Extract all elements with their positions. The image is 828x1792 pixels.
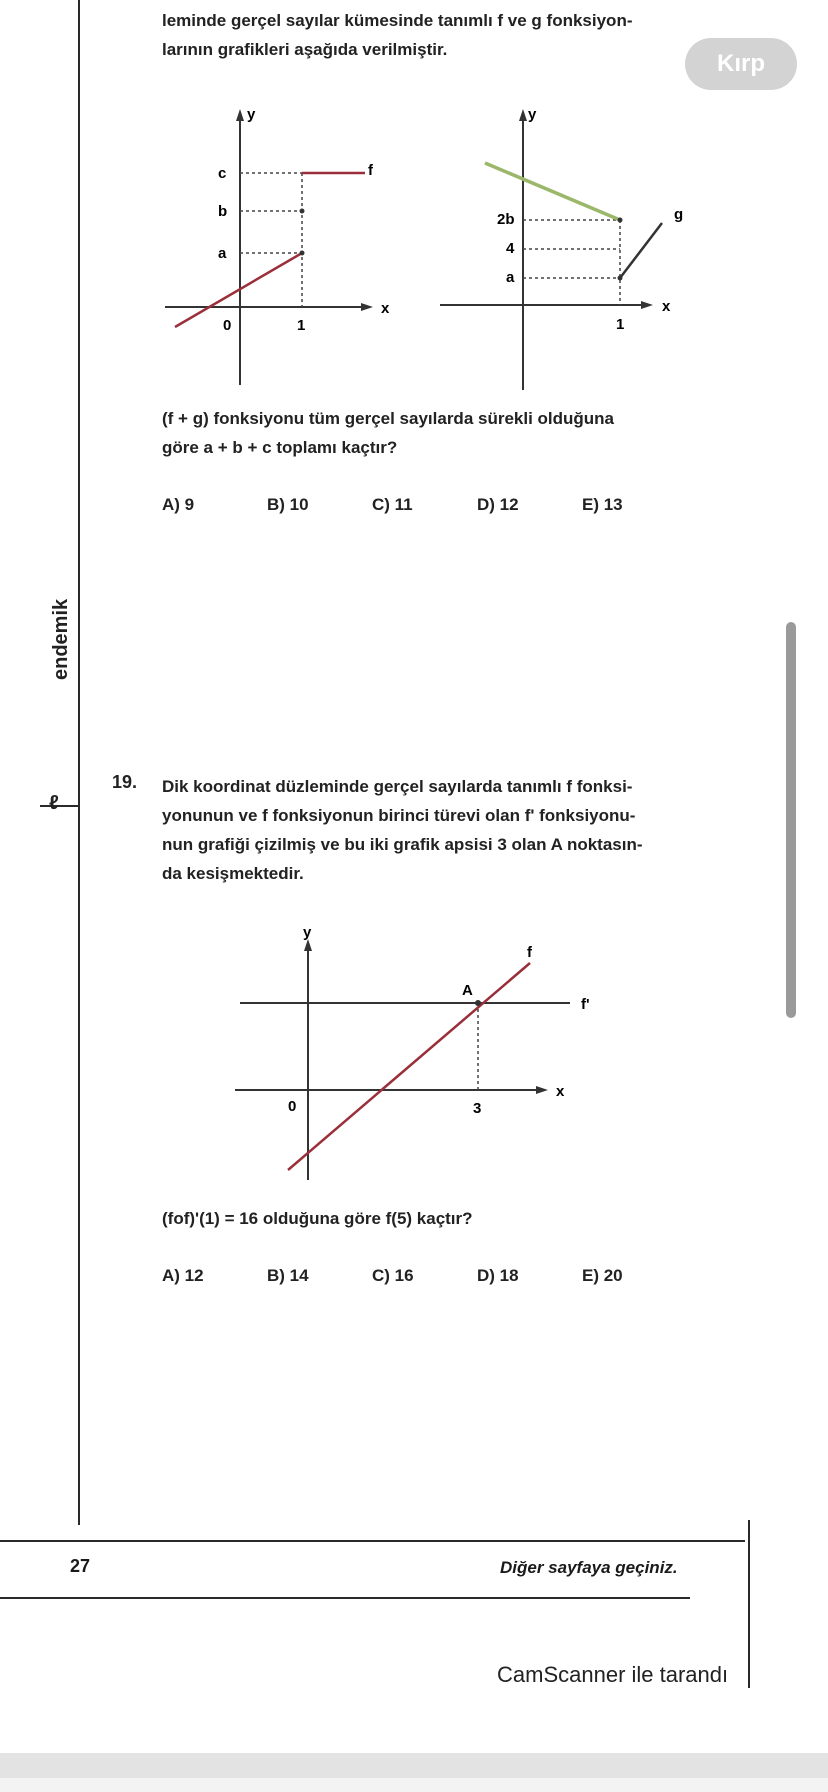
- q18-option-b[interactable]: B) 10: [267, 495, 309, 514]
- graph-f-line-segment: [175, 253, 302, 327]
- q18-intro-line1: leminde gerçel sayılar kümesinde tanımlı f ve g fonksiyon-: [162, 11, 633, 30]
- brand-label: endemik: [50, 598, 72, 680]
- graph-f-point-b: [300, 209, 305, 214]
- graph-g-y-label: y: [528, 106, 537, 123]
- q18-question: [162, 404, 722, 519]
- scrollbar-thumb[interactable]: [786, 622, 796, 1018]
- left-margin-stub: [40, 805, 80, 807]
- graph-g-4-label: 4: [506, 240, 515, 257]
- q18-intro: [162, 6, 722, 64]
- q19-number: 19.: [112, 772, 138, 792]
- q19-question-line: (fof)'(1) = 16 olduğuna göre f(5) kaçtır?: [162, 1209, 473, 1228]
- graph-f: [165, 95, 405, 395]
- q19-line1: Dik koordinat düzleminde gerçel sayılarda tanımlı f fonksi-: [162, 777, 633, 796]
- graph-f-b-label: b: [218, 203, 228, 220]
- graph-f-y-arrow: [236, 109, 244, 121]
- q18-question-line2: göre a + b + c toplamı kaçtır?: [162, 438, 398, 457]
- graph-q19-a-label: A: [462, 982, 473, 999]
- q19-option-a[interactable]: A) 12: [162, 1266, 204, 1285]
- left-margin-rule: [78, 0, 80, 1525]
- graph-f-point-a: [300, 251, 305, 256]
- q18-intro-line2: larının grafikleri aşağıda verilmiştir.: [162, 40, 448, 59]
- graph-q19: [230, 925, 600, 1185]
- graph-g: [440, 95, 690, 395]
- q19-options: [162, 1261, 722, 1290]
- graph-f-c-label: c: [218, 165, 227, 182]
- graph-q19-origin-label: 0: [288, 1098, 297, 1115]
- graph-g-one-label: 1: [616, 316, 625, 333]
- q19-line3: nun grafiği çizilmiş ve bu iki grafik apsisi 3 olan A noktasın-: [162, 835, 643, 854]
- q19-text: [162, 772, 722, 888]
- q19-question: [162, 1204, 722, 1290]
- graph-f-curve-label: f: [368, 162, 373, 179]
- graph-q19-fprime-label: f': [581, 996, 590, 1013]
- graph-q19-f-line: [288, 963, 530, 1170]
- q19-option-e[interactable]: E) 20: [582, 1266, 623, 1285]
- footer-rule-bottom: [0, 1597, 690, 1599]
- footer-rule-top: [0, 1540, 745, 1542]
- graph-g-x-label: x: [662, 298, 671, 315]
- q19-line4: da kesişmektedir.: [162, 864, 304, 883]
- graph-f-y-label: y: [247, 106, 256, 123]
- right-margin-rule: [748, 1520, 750, 1688]
- q18-option-e[interactable]: E) 13: [582, 495, 623, 514]
- graph-g-right-segment: [620, 223, 662, 278]
- next-page-note: Diğer sayfaya geçiniz.: [500, 1558, 678, 1577]
- q18-options: [162, 490, 722, 519]
- graph-q19-point-a: [475, 1000, 481, 1006]
- crop-button[interactable]: Kırp: [685, 38, 797, 90]
- graph-g-point-2b: [618, 218, 623, 223]
- graph-f-x-arrow: [361, 303, 373, 311]
- graph-g-2b-label: 2b: [497, 211, 515, 228]
- q18-option-a[interactable]: A) 9: [162, 495, 195, 514]
- graph-q19-x-arrow: [536, 1086, 548, 1094]
- q18-question-line1: (f + g) fonksiyonu tüm gerçel sayılarda sürekli olduğuna: [162, 409, 615, 428]
- graph-g-curve-label: g: [674, 206, 684, 223]
- graph-g-y-arrow: [519, 109, 527, 121]
- graph-g-x-arrow: [641, 301, 653, 309]
- graph-q19-x-label: x: [556, 1083, 565, 1100]
- graph-f-origin-label: 0: [223, 317, 232, 334]
- q19-line2: yonunun ve f fonksiyonun birinci türevi olan f' fonksiyonu-: [162, 806, 636, 825]
- graph-q19-f-label: f: [527, 944, 532, 961]
- graph-q19-three-label: 3: [473, 1100, 482, 1117]
- q18-option-d[interactable]: D) 12: [477, 495, 519, 514]
- q18-option-c[interactable]: C) 11: [372, 495, 413, 514]
- graph-f-x-label: x: [381, 300, 390, 317]
- graph-g-point-a: [618, 276, 623, 281]
- q19-option-b[interactable]: B) 14: [267, 1266, 309, 1285]
- graph-g-a-label: a: [506, 269, 515, 286]
- brand-logo-icon: ℓ: [49, 792, 59, 814]
- graph-q19-y-label: y: [303, 925, 312, 941]
- q19-option-c[interactable]: C) 16: [372, 1266, 414, 1285]
- bottom-bar: [0, 1753, 828, 1778]
- graph-f-one-label: 1: [297, 317, 306, 334]
- scanner-watermark: CamScanner ile tarandı: [497, 1662, 729, 1687]
- bottom-bar-lower: [0, 1778, 828, 1792]
- page-number: 27: [70, 1556, 91, 1576]
- graph-f-a-label: a: [218, 245, 227, 262]
- q19-option-d[interactable]: D) 18: [477, 1266, 519, 1285]
